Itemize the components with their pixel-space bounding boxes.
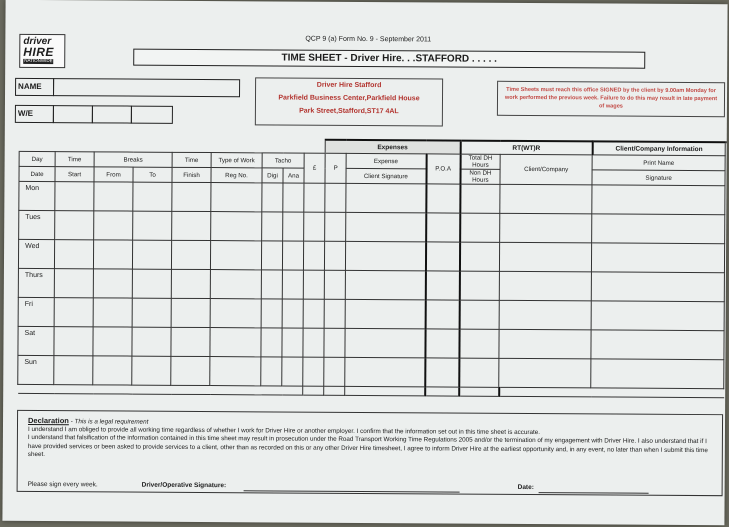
table-cell[interactable] xyxy=(346,183,426,212)
table-cell[interactable] xyxy=(459,387,499,396)
table-cell[interactable] xyxy=(303,386,324,395)
table-cell[interactable] xyxy=(262,183,283,212)
table-cell[interactable] xyxy=(282,357,303,386)
day-label-sun: Sun xyxy=(18,355,54,384)
table-cell[interactable] xyxy=(172,211,211,240)
name-field[interactable] xyxy=(53,78,240,97)
table-cell[interactable] xyxy=(324,328,345,357)
table-cell[interactable] xyxy=(303,357,324,386)
table-cell[interactable] xyxy=(133,182,172,211)
table-cell[interactable] xyxy=(425,387,459,396)
table-cell[interactable] xyxy=(210,299,261,328)
table-cell[interactable] xyxy=(324,386,345,395)
declaration-box xyxy=(17,410,723,496)
col-breaks: Breaks xyxy=(94,152,172,167)
table-cell[interactable] xyxy=(54,327,93,356)
sign-prompt: Please sign every week. xyxy=(27,480,98,489)
timesheet-table xyxy=(17,137,726,398)
col-tacho: Tacho xyxy=(262,153,304,168)
table-cell[interactable] xyxy=(460,184,500,213)
table-cell[interactable] xyxy=(304,212,325,241)
col-time-finish-top: Time xyxy=(172,152,211,167)
table-cell[interactable] xyxy=(172,182,211,211)
table-cell[interactable] xyxy=(591,301,724,331)
table-cell[interactable] xyxy=(500,184,592,214)
table-cell[interactable] xyxy=(592,214,725,244)
date-field[interactable] xyxy=(539,492,649,494)
table-cell[interactable] xyxy=(592,243,725,273)
table-cell[interactable] xyxy=(54,298,93,327)
table-cell[interactable] xyxy=(325,212,346,241)
table-cell[interactable] xyxy=(324,270,345,299)
table-cell[interactable] xyxy=(133,211,172,240)
table-cell[interactable] xyxy=(303,270,324,299)
col-expense: Expense xyxy=(346,153,426,168)
table-cell[interactable] xyxy=(425,300,459,329)
table-cell[interactable] xyxy=(460,242,500,271)
table-cell[interactable] xyxy=(283,212,304,241)
declaration-paragraph-1: I understand I am obliged to provide all working time regardless of whether I work for Driver Hire or another employer. I confirm that the information set out in this time sheet is accurate. xyxy=(27,426,541,437)
table-cell[interactable] xyxy=(283,183,304,212)
address-line3: Park Street,Stafford,ST17 4AL xyxy=(299,107,399,116)
declaration-subheading: - This is a legal requirement xyxy=(70,418,149,426)
we-field-year[interactable] xyxy=(131,106,173,124)
table-cell[interactable] xyxy=(499,358,591,388)
table-cell[interactable] xyxy=(459,300,499,329)
table-cell[interactable] xyxy=(426,184,460,213)
table-cell[interactable] xyxy=(132,327,171,356)
col-ana: Ana xyxy=(283,168,304,183)
table-cell[interactable] xyxy=(261,357,282,386)
we-field-day[interactable] xyxy=(53,105,93,123)
day-label-sat: Sat xyxy=(18,326,54,355)
day-label-fri: Fri xyxy=(18,297,54,326)
col-print-name: Print Name xyxy=(592,155,725,171)
expenses-section-header: Expenses xyxy=(325,140,460,154)
table-cell[interactable] xyxy=(132,356,171,385)
table-cell[interactable] xyxy=(304,183,325,212)
col-client-company: Client/Company xyxy=(500,154,592,185)
col-type-of-work: Type of Work xyxy=(211,153,262,168)
col-reg-no: Reg No. xyxy=(211,168,262,183)
col-signature: Signature xyxy=(592,170,725,186)
logo-line2: HIRE xyxy=(23,44,54,60)
address-line2: Parkfield Business Center,Parkfield House xyxy=(278,94,420,103)
table-cell[interactable] xyxy=(282,241,303,270)
table-cell[interactable] xyxy=(171,298,210,327)
table-cell[interactable] xyxy=(325,241,346,270)
table-cell[interactable] xyxy=(93,240,132,269)
table-cell[interactable] xyxy=(94,182,133,211)
table-cell[interactable] xyxy=(93,269,132,298)
table-cell[interactable] xyxy=(211,183,262,212)
deadline-notice: Time Sheets must reach this office SIGNED by the client by 9.00am Monday for work performed the previous week. Failure to do this may result in late payment of wages xyxy=(497,81,725,117)
table-cell[interactable] xyxy=(261,328,282,357)
table-cell[interactable] xyxy=(459,271,499,300)
table-cell[interactable] xyxy=(171,269,210,298)
form-number: QCP 9 (a) Form No. 9 - September 2011 xyxy=(305,35,432,44)
table-cell[interactable] xyxy=(324,357,345,386)
col-finish: Finish xyxy=(172,167,211,182)
col-time-start-top: Time xyxy=(55,152,94,167)
table-cell[interactable] xyxy=(261,241,282,270)
table-cell[interactable] xyxy=(55,182,94,211)
office-address xyxy=(255,77,443,126)
table-cell[interactable] xyxy=(55,211,94,240)
table-cell[interactable] xyxy=(460,213,500,242)
table-cell[interactable] xyxy=(54,269,93,298)
client-info-section-header: Client/Company Information xyxy=(592,141,725,155)
table-cell[interactable] xyxy=(132,298,171,327)
col-total-dh-hours: Total DH Hours xyxy=(460,154,500,169)
col-start: Start xyxy=(55,167,94,182)
table-cell[interactable] xyxy=(591,272,724,302)
table-cell[interactable] xyxy=(54,240,93,269)
table-cell[interactable] xyxy=(346,212,426,241)
table-cell[interactable] xyxy=(93,327,132,356)
table-cell[interactable] xyxy=(171,327,210,356)
table-cell[interactable] xyxy=(303,241,324,270)
col-pence: P xyxy=(325,153,346,183)
we-field-month[interactable] xyxy=(92,105,132,123)
col-pound: £ xyxy=(304,153,325,183)
table-cell[interactable] xyxy=(425,329,459,358)
table-cell[interactable] xyxy=(210,270,261,299)
declaration-paragraph-2: I understand that falsification of the information contained in this time sheet may result in prosecution under the Road Transport Working Time Regulations 2005 and/or the termination of my engagement with Driver Hire. I also understand that if I have provided services or been asked to provide services to a client, other than as recorded on this or any other Driver Hire timesheet, I agree to inform Driver Hire at the earliest opportunity and, in any event, no later than when I submit this time sheet. xyxy=(27,434,708,458)
driver-signature-field[interactable] xyxy=(244,490,460,492)
table-cell[interactable] xyxy=(94,211,133,240)
col-day: Day xyxy=(19,151,55,166)
table-cell[interactable] xyxy=(592,185,725,215)
table-cell[interactable] xyxy=(591,330,724,360)
col-digi: Digi xyxy=(262,168,283,183)
table-cell[interactable] xyxy=(499,271,591,301)
table-cell[interactable] xyxy=(345,328,425,357)
day-label-thurs: Thurs xyxy=(18,268,54,297)
table-cell[interactable] xyxy=(500,242,592,272)
table-cell[interactable] xyxy=(93,298,132,327)
table-cell[interactable] xyxy=(499,329,591,359)
table-cell[interactable] xyxy=(132,240,171,269)
table-cell[interactable] xyxy=(459,358,499,387)
table-cell[interactable] xyxy=(282,299,303,328)
table-cell[interactable] xyxy=(282,270,303,299)
table-cell[interactable] xyxy=(426,242,460,271)
table-cell[interactable] xyxy=(261,299,282,328)
day-label-wed: Wed xyxy=(18,239,54,268)
day-label-tues: Tues xyxy=(19,210,55,239)
table-cell[interactable] xyxy=(459,329,499,358)
col-poa: P.O.A xyxy=(426,154,460,184)
table-cell[interactable] xyxy=(282,328,303,357)
date-label: Date: xyxy=(517,483,534,492)
table-cell[interactable] xyxy=(54,356,93,385)
rtwtr-section-header: RT(WT)R xyxy=(460,141,592,155)
table-cell[interactable] xyxy=(345,357,425,386)
table-cell[interactable] xyxy=(346,241,426,270)
col-to: To xyxy=(133,167,172,182)
table-cell[interactable] xyxy=(325,183,346,212)
col-client-signature: Client Signature xyxy=(346,168,426,183)
we-label: W/E xyxy=(15,105,54,123)
declaration-heading: Declaration xyxy=(28,415,69,426)
table-cell[interactable] xyxy=(261,270,282,299)
table-cell[interactable] xyxy=(500,213,592,243)
table-cell[interactable] xyxy=(171,240,210,269)
table-cell[interactable] xyxy=(426,213,460,242)
table-cell[interactable] xyxy=(210,328,261,357)
page-title: TIME SHEET - Driver Hire. . .STAFFORD . . . . . xyxy=(133,49,645,69)
table-cell[interactable] xyxy=(211,212,262,241)
table-cell[interactable] xyxy=(345,270,425,299)
col-date: Date xyxy=(19,166,55,181)
timesheet-paper xyxy=(2,0,727,525)
col-from: From xyxy=(94,167,133,182)
table-cell[interactable] xyxy=(425,271,459,300)
table-cell[interactable] xyxy=(262,212,283,241)
driver-hire-logo xyxy=(19,34,65,68)
driver-signature-label: Driver/Operative Signature: xyxy=(141,481,227,490)
table-cell[interactable] xyxy=(303,299,324,328)
name-label: NAME xyxy=(15,78,54,96)
logo-line3: NATIONWIDE xyxy=(24,57,53,64)
col-non-dh-hours: Non DH Hours xyxy=(460,169,500,184)
table-cell[interactable] xyxy=(345,299,425,328)
table-cell[interactable] xyxy=(210,241,261,270)
table-cell[interactable] xyxy=(93,356,132,385)
day-label-mon: Mon xyxy=(19,181,55,210)
table-cell[interactable] xyxy=(303,328,324,357)
address-line1: Driver Hire Stafford xyxy=(316,81,382,90)
table-cell[interactable] xyxy=(425,358,459,387)
table-cell[interactable] xyxy=(210,357,261,386)
table-cell[interactable] xyxy=(171,356,210,385)
table-cell[interactable] xyxy=(132,269,171,298)
table-cell[interactable] xyxy=(324,299,345,328)
table-cell[interactable] xyxy=(591,359,724,389)
logo-line1: driver xyxy=(23,35,52,48)
table-cell[interactable] xyxy=(499,300,591,330)
